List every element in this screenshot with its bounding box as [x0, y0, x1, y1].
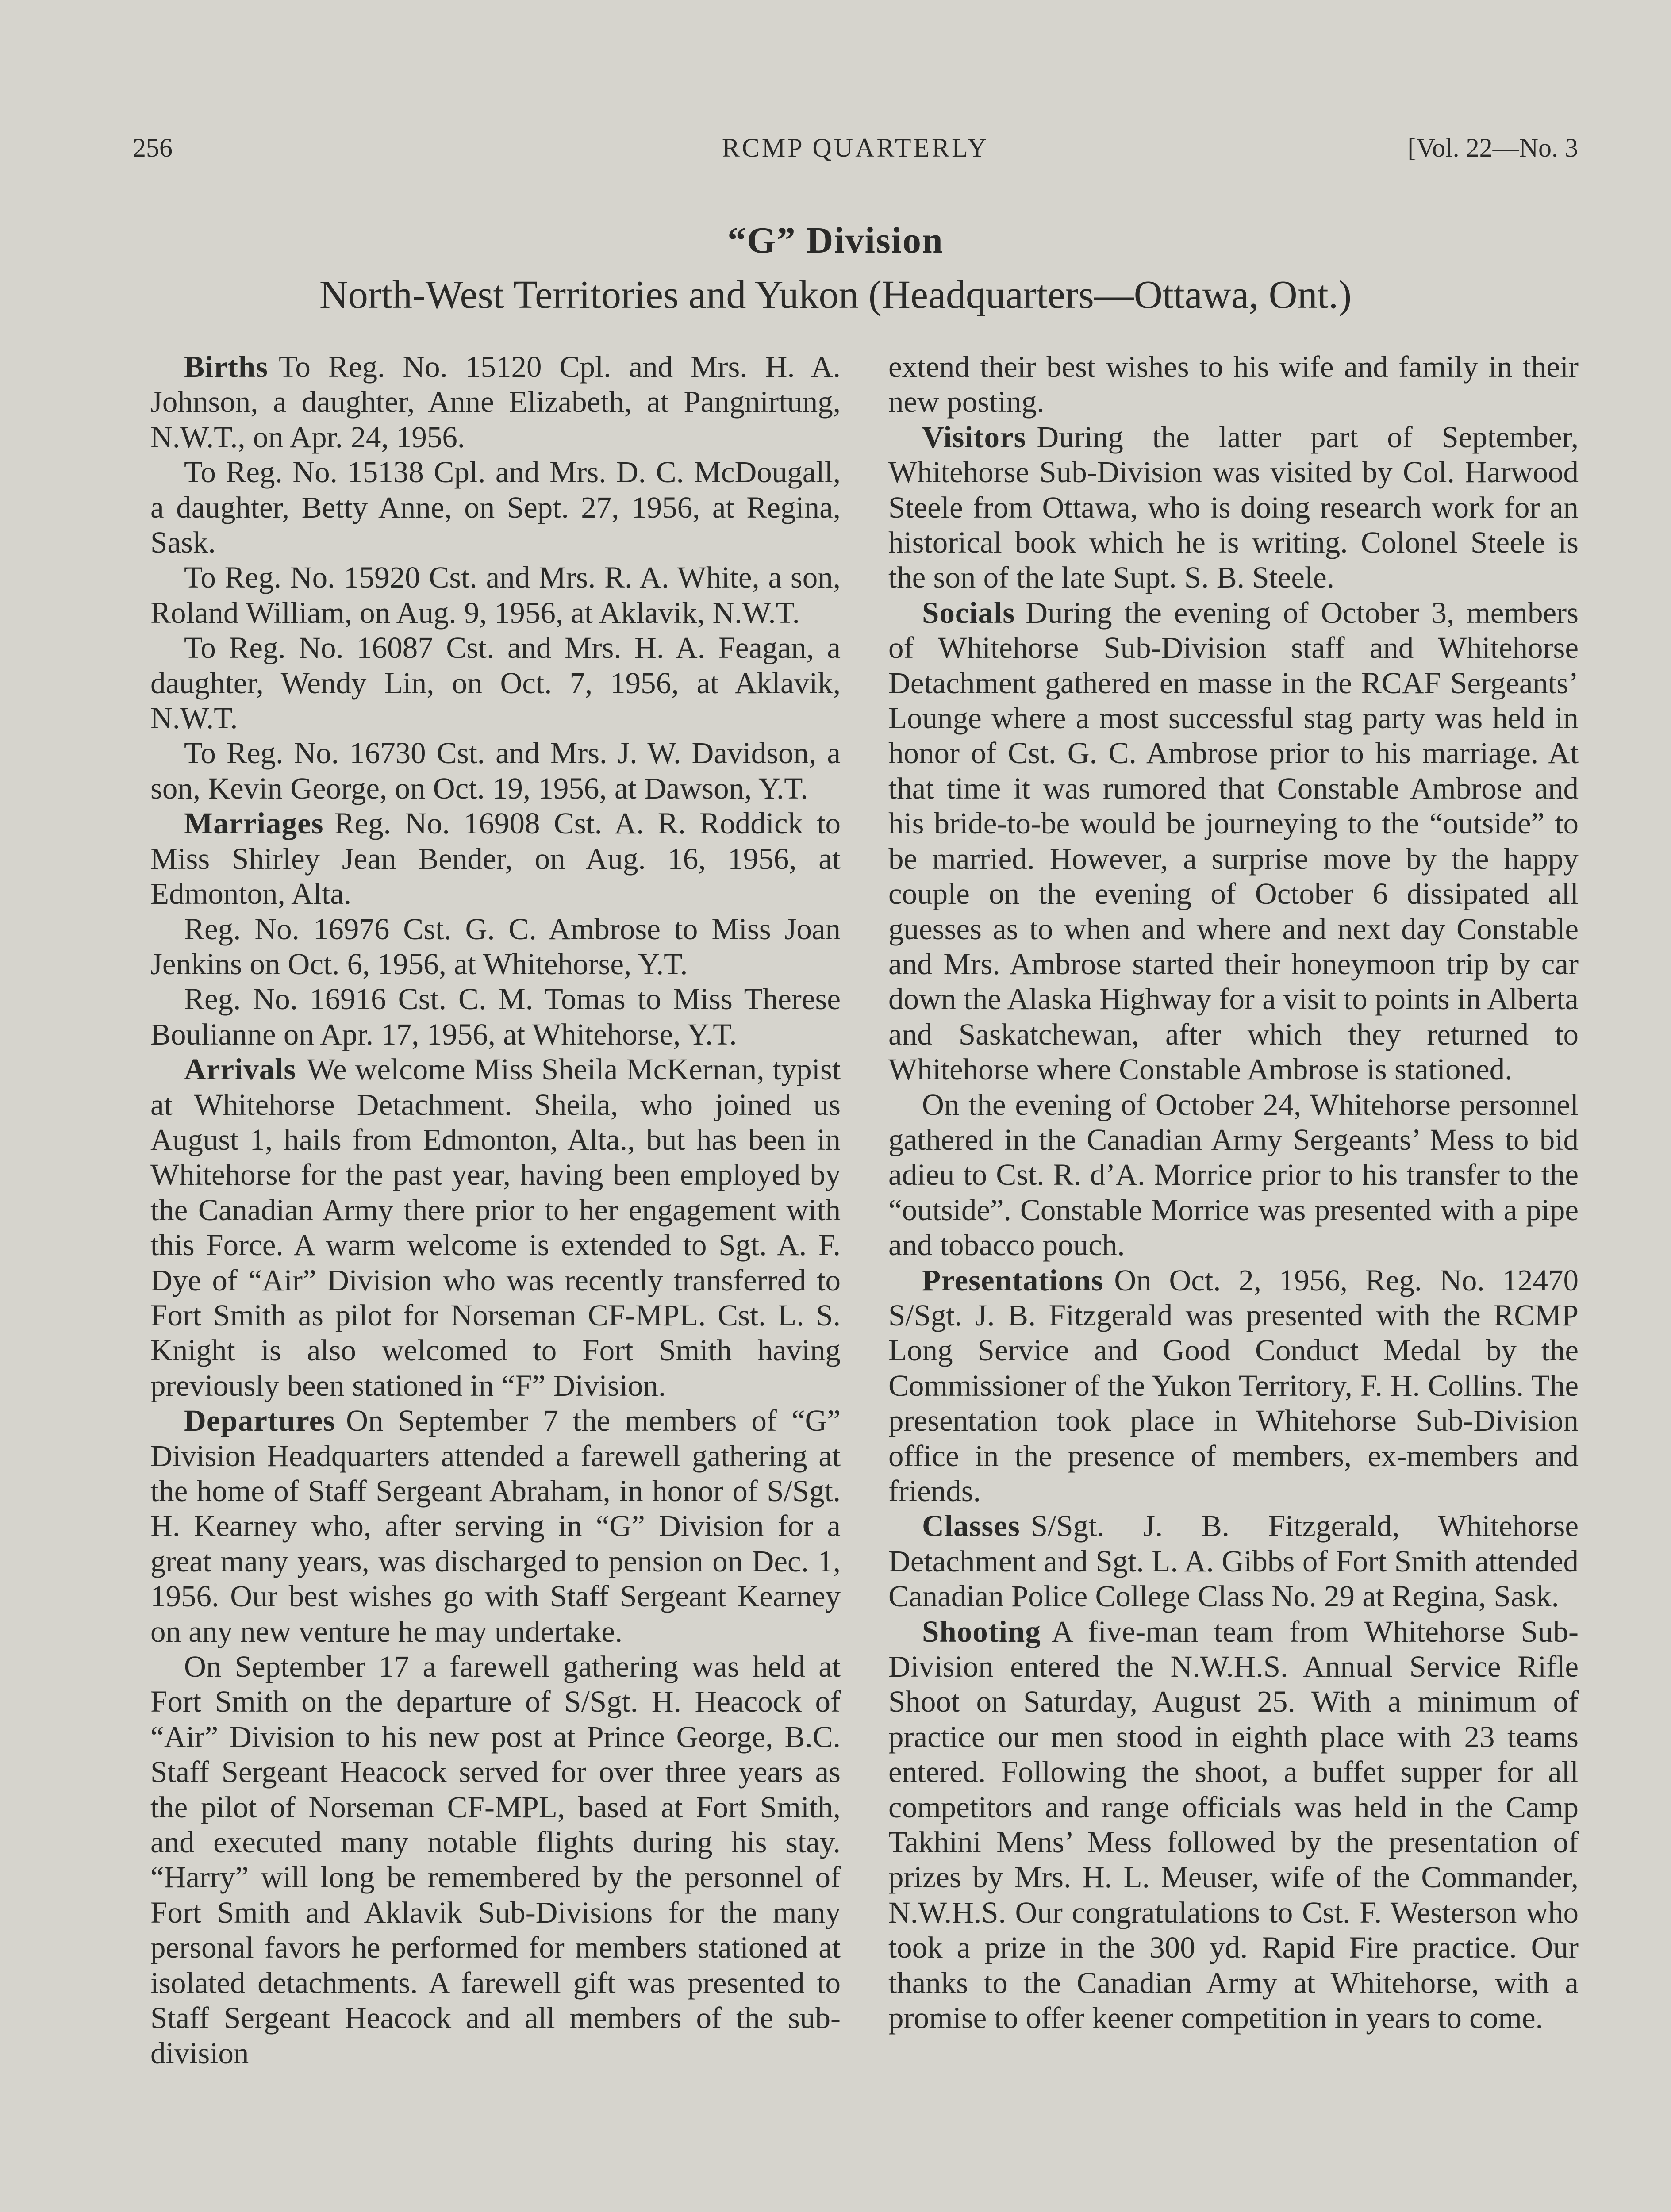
paragraph [888, 1087, 1579, 1263]
paragraph-text: On September 17 a farewell gathering was held at Fort Smith on the departure of S/Sgt. H. Heacock of “Air” Division to his new post at Prince George, B.C. Staff Sergeant Heacock served for over three years as the pilot of Norseman CF-MPL, based at Fort Smith, and executed many notable flights during his stay. “Harry” will long be remembered by the personnel of Fort Smith and Aklavik Sub-Divisions for the many personal favors he performed for members stationed at isolated detachments. A farewell gift was presented to Staff Sergeant Heacock and all members of the sub-division [150, 1650, 841, 2070]
right-column [888, 349, 1579, 2036]
running-header [133, 133, 1578, 168]
section-heading: Arrivals [184, 1052, 296, 1087]
paragraph [150, 1649, 841, 2071]
paragraph-text: On September 7 the members of “G” Division Headquarters attended a farewell gathering at the home of Staff Sergeant Abraham, in honor of S/Sgt. H. Kearney who, after serving in “G” Division for a great many years, was discharged to pension on Dec. 1, 1956. Our best wishes go with Staff Sergeant Kearney on any new venture he may undertake. [150, 1404, 841, 1648]
paragraph-text: On the evening of October 24, Whitehorse personnel gathered in the Canadian Army Sergeants’ Mess to bid adieu to Cst. R. d’A. Morrice prior to his transfer to the “outside”. Constable Morrice was presented with a pipe and tobacco pouch. [888, 1087, 1579, 1262]
paragraph-text: S/Sgt. J. B. Fitzgerald, Whitehorse Detachment and Sgt. L. A. Gibbs of Fort Smith attended Canadian Police College Class No. 29 at Regina, Sask. [888, 1509, 1579, 1613]
paragraph-text: On Oct. 2, 1956, Reg. No. 12470 S/Sgt. J. B. Fitzgerald was presented with the RCMP Long Service and Good Conduct Medal by the Commissioner of the Yukon Territory, F. H. Collins. The presentation took place in Whitehorse Sub-Division office in the presence of members, ex-members and friends. [888, 1263, 1579, 1508]
paragraph-text: Reg. No. 16908 Cst. A. R. Roddick to Miss Shirley Jean Bender, on Aug. 16, 1956, at Edmonton, Alta. [150, 806, 841, 911]
division-subtitle: North-West Territories and Yukon (Headquarters—Ottawa, Ont.) [319, 273, 1352, 317]
paragraph [888, 595, 1579, 1087]
paragraph-text: A five-man team from Whitehorse Sub-Division entered the N.W.H.S. Annual Service Rifle Shoot on Saturday, August 25. With a minimum of practice our men stood in eighth place with 23 teams entered. Following the shoot, a buffet supper for all competitors and range officials was held in the Camp Takhini Mens’ Mess followed by the presentation of prizes by Mrs. H. L. Meuser, wife of the Commander, N.W.H.S. Our congratulations to Cst. F. Westerson who took a prize in the 300 yd. Rapid Fire practice. Our thanks to the Canadian Army at Whitehorse, with a promise to offer keener competition in years to come. [888, 1614, 1579, 2035]
paragraph [150, 982, 841, 1052]
paragraph-text: We welcome Miss Sheila McKernan, typist at Whitehorse Detachment. Sheila, who joined us August 1, hails from Edmonton, Alta., but has been in Whitehorse for the past year, having been employed by the Canadian Army there prior to her engagement with this Force. A warm welcome is extended to Sgt. A. F. Dye of “Air” Division who was recently transferred to Fort Smith as pilot for Norseman CF-MPL. Cst. L. S. Knight is also welcomed to Fort Smith having previously been stationed in “F” Division. [150, 1052, 841, 1402]
paragraph-text: During the latter part of September, Whitehorse Sub-Division was visited by Col. Harwood Steele from Ottawa, who is doing research work for an historical book which he is writing. Colonel Steele is the son of the late Supt. S. B. Steele. [888, 420, 1579, 595]
paragraph [150, 736, 841, 806]
page-number: 256 [133, 133, 173, 162]
paragraph [888, 420, 1579, 595]
section-heading: Presentations [922, 1263, 1104, 1297]
paragraph [888, 349, 1579, 420]
paragraph [150, 1403, 841, 1649]
volume-issue: [Vol. 22—No. 3 [1407, 133, 1578, 162]
section-heading: Socials [922, 595, 1015, 630]
left-column [150, 349, 841, 2071]
paragraph [150, 1052, 841, 1403]
section-heading: Marriages [184, 806, 324, 841]
paragraph-text: extend their best wishes to his wife and family in their new posting. [888, 350, 1579, 419]
section-heading: Visitors [922, 420, 1026, 454]
section-heading: Classes [922, 1509, 1020, 1543]
section-heading: Departures [184, 1404, 336, 1438]
paragraph [150, 912, 841, 982]
paragraph [150, 560, 841, 630]
division-title: “G” Division [727, 220, 944, 261]
paragraph-text: To Reg. No. 15920 Cst. and Mrs. R. A. White, a son, Roland William, on Aug. 9, 1956, at Aklavik, N.W.T. [150, 561, 841, 630]
paragraph-text: To Reg. No. 15138 Cpl. and Mrs. D. C. McDougall, a daughter, Betty Anne, on Sept. 27, 1956, at Regina, Sask. [150, 455, 841, 560]
paragraph-text: To Reg. No. 16087 Cst. and Mrs. H. A. Feagan, a daughter, Wendy Lin, on Oct. 7, 1956, at Aklavik, N.W.T. [150, 631, 841, 735]
paragraph-text: Reg. No. 16916 Cst. C. M. Tomas to Miss Therese Boulianne on Apr. 17, 1956, at Whitehorse, Y.T. [150, 982, 841, 1051]
paragraph-text: During the evening of October 3, members of Whitehorse Sub-Division staff and Whitehorse Detachment gathered en masse in the RCAF Sergeants’ Lounge where a most successful stag party was held in honor of Cst. G. C. Ambrose prior to his marriage. At that time it was rumored that Constable Ambrose and his bride-to-be would be journeying to the “outside” to be married. However, a surprise move by the happy couple on the evening of October 6 dissipated all guesses as to when and where and next day Constable and Mrs. Ambrose started their honeymoon trip by car down the Alaska Highway for a visit to points in Alberta and Saskatchewan, after which they returned to Whitehorse where Constable Ambrose is stationed. [888, 595, 1579, 1087]
section-heading: Births [184, 350, 269, 384]
paragraph [150, 455, 841, 560]
paragraph-text: Reg. No. 16976 Cst. G. C. Ambrose to Miss Joan Jenkins on Oct. 6, 1956, at Whitehorse, Y.T. [150, 912, 841, 981]
paragraph-text: To Reg. No. 16730 Cst. and Mrs. J. W. Davidson, a son, Kevin George, on Oct. 19, 1956, at Dawson, Y.T. [150, 736, 841, 805]
paragraph [150, 806, 841, 911]
paragraph-text: To Reg. No. 15120 Cpl. and Mrs. H. A. Johnson, a daughter, Anne Elizabeth, at Pangnirtung, N.W.T., on Apr. 24, 1956. [150, 350, 841, 454]
section-heading: Shooting [922, 1614, 1041, 1648]
paragraph [888, 1614, 1579, 2036]
paragraph [150, 349, 841, 455]
paragraph [888, 1509, 1579, 1614]
journal-title: RCMP QUARTERLY [722, 133, 989, 162]
paragraph [150, 630, 841, 736]
paragraph [888, 1263, 1579, 1509]
